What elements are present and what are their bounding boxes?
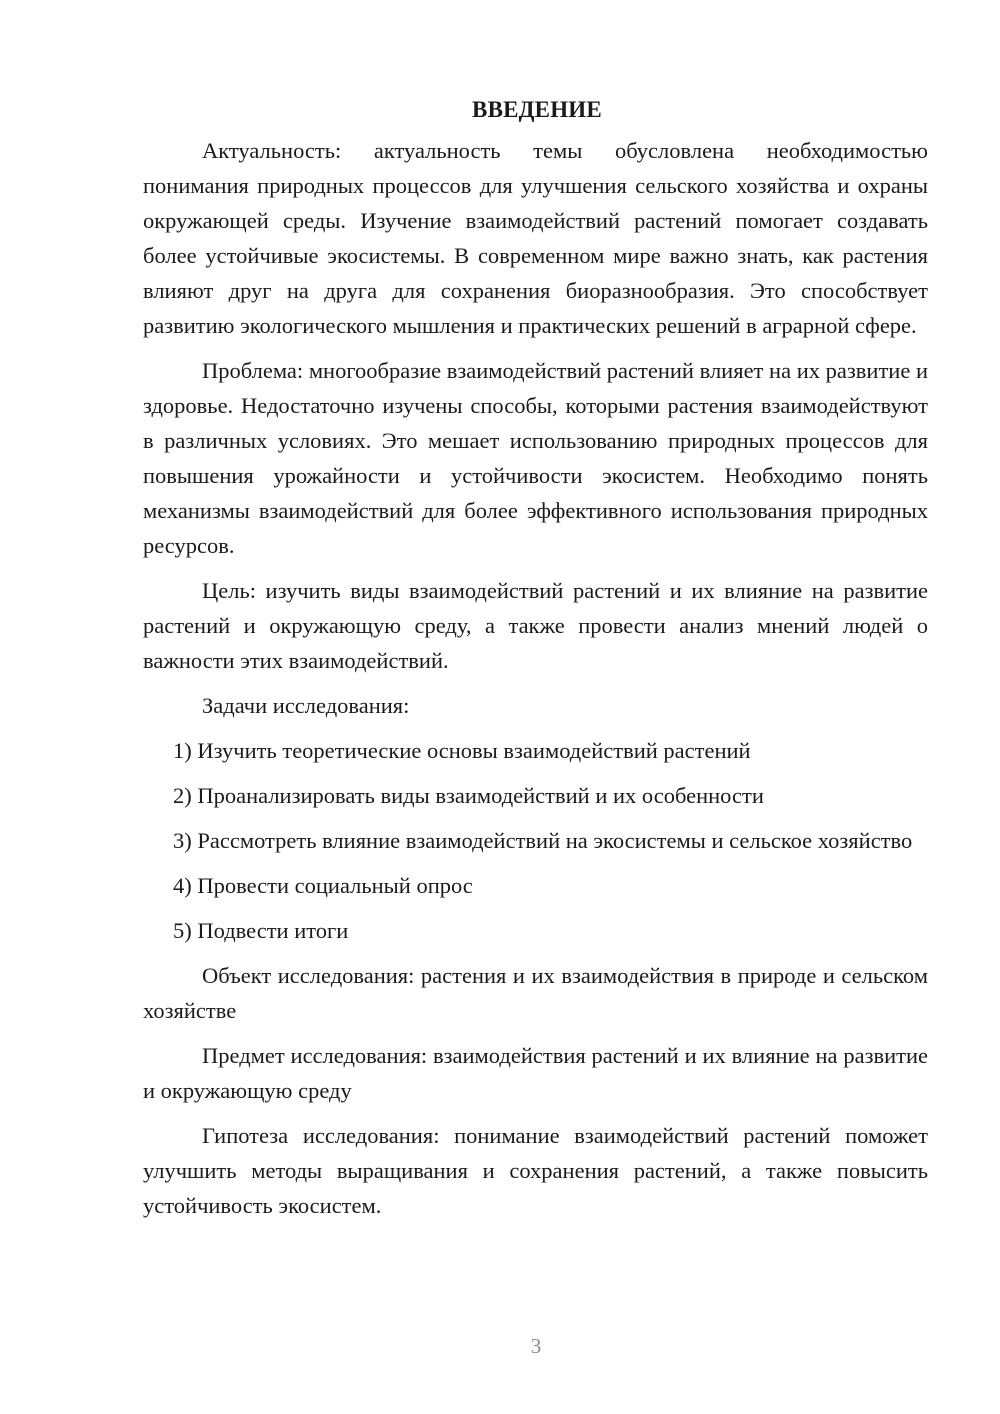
tasks-list bbox=[143, 733, 928, 948]
task-item: 3) Рассмотреть влияние взаимодействий на экосистемы и сельское хозяйство bbox=[173, 828, 913, 853]
relevance-paragraph: Актуальность: актуальность темы обусловлена необходимостью понимания природных процессов для улучшения сельского хозяйства и охраны окружающей среды. Изучение взаимодействий растений помогает создавать более устойчивые экосистемы. В современном мире важно знать, как растения влияют друг на друга для сохранения биоразнообразия. Это способствует развитию экологического мышления и практических решений в аграрной сфере. bbox=[143, 138, 928, 338]
hypothesis-paragraph: Гипотеза исследования: понимание взаимодействий растений поможет улучшить методы выращивания и сохранения растений, а также повысить устойчивость экосистем. bbox=[143, 1123, 928, 1218]
task-item: 5) Подвести итоги bbox=[173, 918, 349, 943]
goal-paragraph: Цель: изучить виды взаимодействий растений и их влияние на развитие растений и окружающую среду, а также провести анализ мнений людей о важности этих взаимодействий. bbox=[143, 578, 928, 673]
page-title: ВВЕДЕНИЕ bbox=[472, 97, 602, 122]
page-number: 3 bbox=[530, 1334, 542, 1358]
task-item: 2) Проанализировать виды взаимодействий и их особенности bbox=[173, 783, 764, 808]
subject-paragraph: Предмет исследования: взаимодействия растений и их влияние на развитие и окружающую среду bbox=[143, 1043, 928, 1103]
task-item: 1) Изучить теоретические основы взаимодействий растений bbox=[173, 738, 751, 763]
tasks-heading: Задачи исследования: bbox=[202, 693, 410, 718]
object-paragraph: Объект исследования: растения и их взаимодействия в природе и сельском хозяйстве bbox=[143, 963, 928, 1023]
task-item: 4) Провести социальный опрос bbox=[173, 873, 473, 898]
document-page bbox=[143, 92, 928, 1233]
problem-paragraph: Проблема: многообразие взаимодействий растений влияет на их развитие и здоровье. Недостаточно изучены способы, которыми растения взаимодействуют в различных условиях. Это мешает использованию природных процессов для повышения урожайности и устойчивости экосистем. Необходимо понять механизмы взаимодействий для более эффективного использования природных ресурсов. bbox=[143, 358, 928, 558]
